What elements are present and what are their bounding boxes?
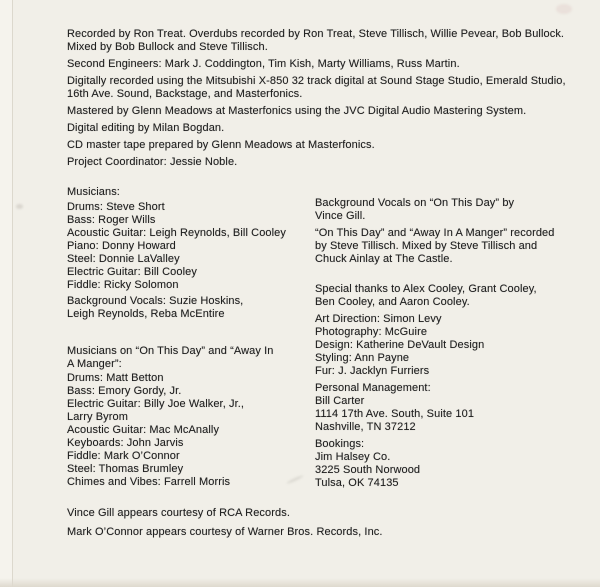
text-line: Personal Management: [315,382,431,394]
musicians-heading: Musicians: [67,186,120,198]
text-line: Nashville, TN 37212 [315,421,416,433]
text-line: Drums: Matt Betton [67,372,164,384]
vince-gill-courtesy [67,507,577,520]
text-line: by Steve Tillisch. Mixed by Steve Tillisch and [315,240,538,252]
text-line: Chimes and Vibes: Farrell Morris [67,476,231,488]
paragraph-mastered-by [67,105,577,118]
text-line: Art Direction: Simon Levy [315,313,442,325]
text-line: Tulsa, OK 74135 [315,477,399,489]
paragraph-digital-editing [67,122,577,135]
text-line: Second Engineers: Mark J. Coddington, Tim Kish, Marty Williams, Russ Martin. [67,58,460,70]
text-line: Styling: Ann Payne [315,352,410,364]
text-line: Piano: Donny Howard [67,240,176,252]
text-line: A Manger”: [67,358,122,370]
text-line: Bookings: [315,438,365,450]
text-line: Fur: J. Jacklyn Furriers [315,365,430,377]
text-line: Steel: Donnie LaValley [67,253,180,265]
background-vocals-note [315,197,585,223]
text-line: Acoustic Guitar: Leigh Reynolds, Bill Cooley [67,227,287,239]
text-line: 16th Ave. Sound, Backstage, and Masterfonics. [67,88,303,100]
personal-management [315,382,585,434]
background-vocals-credit [67,295,319,321]
text-line: Keyboards: John Jarvis [67,437,184,449]
text-line: Vince Gill. [315,210,366,222]
paragraph-recorded-by [67,28,577,54]
on-this-day-recording-note [315,227,585,266]
text-line: Mixed by Bob Bullock and Steve Tillisch. [67,41,268,53]
text-line: Jim Halsey Co. [315,451,391,463]
text-line: Fiddle: Ricky Solomon [67,279,179,291]
text-line: Recorded by Ron Treat. Overdubs recorded by Ron Treat, Steve Tillisch, Willie Pevear, Bob Bullock. [67,28,565,40]
text-line: Fiddle: Mark O’Connor [67,450,180,462]
text-line: 3225 South Norwood [315,464,421,476]
text-line: Larry Byrom [67,411,128,423]
text-line: Musicians on “On This Day” and “Away In [67,345,274,357]
text-line: Mark O’Connor appears courtesy of Warner Bros. Records, Inc. [67,526,383,538]
text-line: Vince Gill appears courtesy of RCA Records. [67,507,290,519]
art-credits [315,313,585,378]
text-line: Photography: McGuire [315,326,428,338]
on-this-day-musicians-list [67,372,319,489]
paragraph-digitally-recorded [67,75,577,101]
text-line: Electric Guitar: Billy Joe Walker, Jr., [67,398,245,410]
text-line: Chuck Ainlay at The Castle. [315,253,453,265]
text-line: Bill Carter [315,395,365,407]
text-line: Background Vocals: Suzie Hoskins, [67,295,244,307]
text-line: Drums: Steve Short [67,201,165,213]
on-this-day-musicians-heading [67,345,319,371]
text-line: Acoustic Guitar: Mac McAnally [67,424,220,436]
scan-paper-edge [0,0,13,587]
mark-oconnor-courtesy [67,526,577,539]
paragraph-cd-master-tape [67,139,577,152]
text-line: Mastered by Glenn Meadows at Masterfonics using the JVC Digital Audio Mastering System. [67,105,527,117]
scan-smudge [556,4,572,14]
notes-and-management-column [315,197,585,490]
bookings [315,438,585,490]
paragraph-project-coordinator [67,156,577,169]
courtesy-section [67,507,577,539]
text-line: “On This Day” and “Away In A Manger” recorded [315,227,555,239]
recording-credits-section [67,28,577,173]
musicians-column [67,186,319,489]
text-line: Project Coordinator: Jessie Noble. [67,156,238,168]
special-thanks [315,283,585,309]
text-line: Bass: Roger Wills [67,214,156,226]
text-line: Digital editing by Milan Bogdan. [67,122,225,134]
text-line: CD master tape prepared by Glenn Meadows at Masterfonics. [67,139,375,151]
scan-speck [16,204,23,209]
text-line: Background Vocals on “On This Day” by [315,197,515,209]
text-line: Bass: Emory Gordy, Jr. [67,385,182,397]
text-line: Design: Katherine DeVault Design [315,339,485,351]
scan-bottom-shadow [0,578,600,587]
paragraph-second-engineers [67,58,577,71]
text-line: 1114 17th Ave. South, Suite 101 [315,408,475,420]
text-line: Digitally recorded using the Mitsubishi X-850 32 track digital at Sound Stage Studio, Emerald Studio, [67,75,566,87]
text-line: Steel: Thomas Brumley [67,463,184,475]
text-line: Special thanks to Alex Cooley, Grant Cooley, [315,283,537,295]
text-line: Ben Cooley, and Aaron Cooley. [315,296,470,308]
musicians-list [67,201,319,292]
text-line: Electric Guitar: Bill Cooley [67,266,197,278]
text-line: Leigh Reynolds, Reba McEntire [67,308,225,320]
